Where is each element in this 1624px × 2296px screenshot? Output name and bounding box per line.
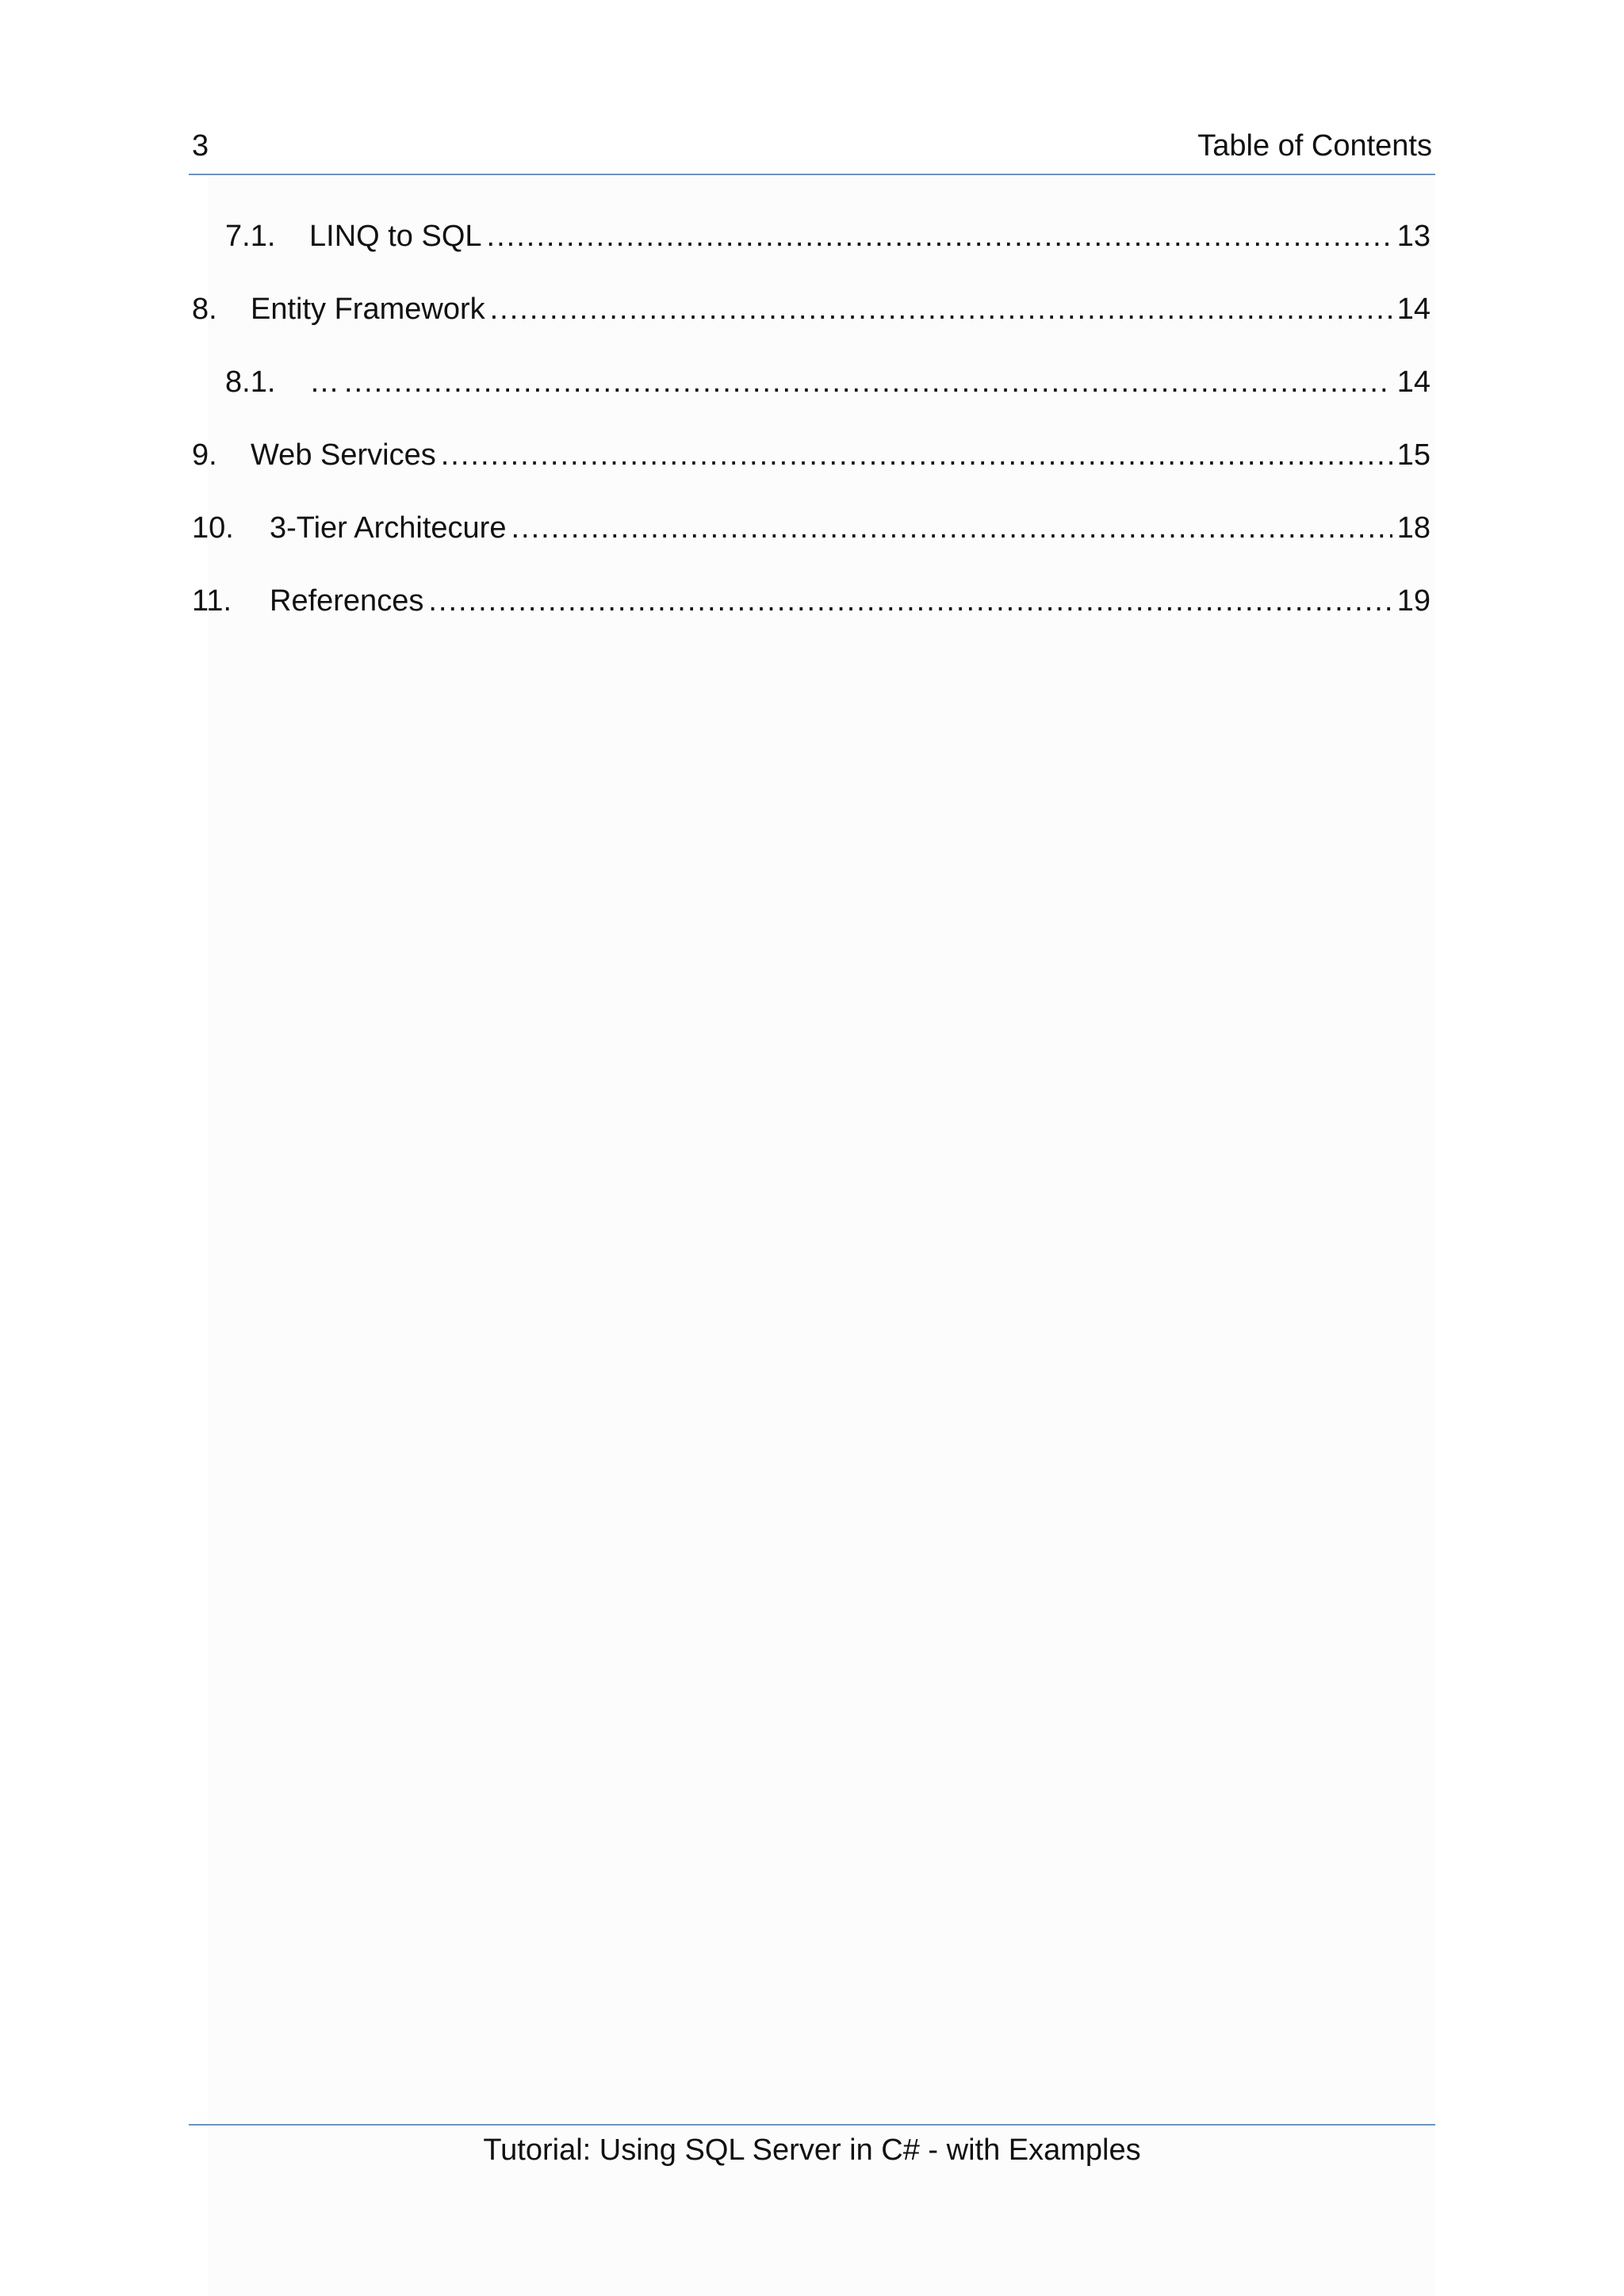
toc-entry[interactable] bbox=[192, 419, 1431, 492]
toc-dot-leader bbox=[441, 436, 1392, 474]
toc-entry[interactable] bbox=[192, 273, 1431, 346]
toc-entry-number: 11. bbox=[192, 584, 232, 618]
page-footer: Tutorial: Using SQL Server in C# - with Examples bbox=[483, 2133, 1141, 2167]
toc-entry-title: 3-Tier Architecure bbox=[270, 511, 507, 545]
toc-entry-title: Entity Framework bbox=[251, 293, 485, 326]
toc-entry-page: 15 bbox=[1396, 438, 1431, 472]
toc-dot-leader bbox=[344, 363, 1392, 401]
toc-entry-page: 13 bbox=[1396, 220, 1431, 253]
toc-entry[interactable] bbox=[192, 492, 1431, 564]
toc-entry-title: References bbox=[270, 584, 424, 618]
toc-dot-leader bbox=[490, 290, 1392, 328]
toc-entry-page: 18 bbox=[1396, 511, 1431, 545]
toc-entry-number: 8.1. bbox=[225, 365, 276, 399]
toc-entry-title: … bbox=[309, 365, 339, 399]
toc-entry-number: 7.1. bbox=[225, 220, 276, 253]
toc-entry[interactable] bbox=[192, 564, 1431, 637]
toc-dot-leader bbox=[428, 582, 1392, 620]
toc-entry-number: 8. bbox=[192, 293, 217, 326]
toc-entry-page: 19 bbox=[1396, 584, 1431, 618]
toc-entry[interactable] bbox=[192, 200, 1431, 273]
header-rule bbox=[189, 174, 1435, 175]
toc-entry-number: 9. bbox=[192, 438, 217, 472]
toc-entry-title: LINQ to SQL bbox=[309, 220, 482, 253]
page-number: 3 bbox=[192, 129, 209, 163]
page-header bbox=[189, 121, 1435, 171]
toc-entry-title: Web Services bbox=[251, 438, 436, 472]
toc-entry-page: 14 bbox=[1396, 293, 1431, 326]
running-title: Table of Contents bbox=[1197, 129, 1432, 163]
toc-entry[interactable] bbox=[192, 346, 1431, 419]
table-of-contents bbox=[192, 200, 1431, 637]
toc-entry-page: 14 bbox=[1396, 365, 1431, 399]
toc-dot-leader bbox=[511, 509, 1392, 547]
toc-dot-leader bbox=[487, 217, 1392, 255]
footer-rule bbox=[189, 2124, 1435, 2126]
toc-entry-number: 10. bbox=[192, 511, 234, 545]
